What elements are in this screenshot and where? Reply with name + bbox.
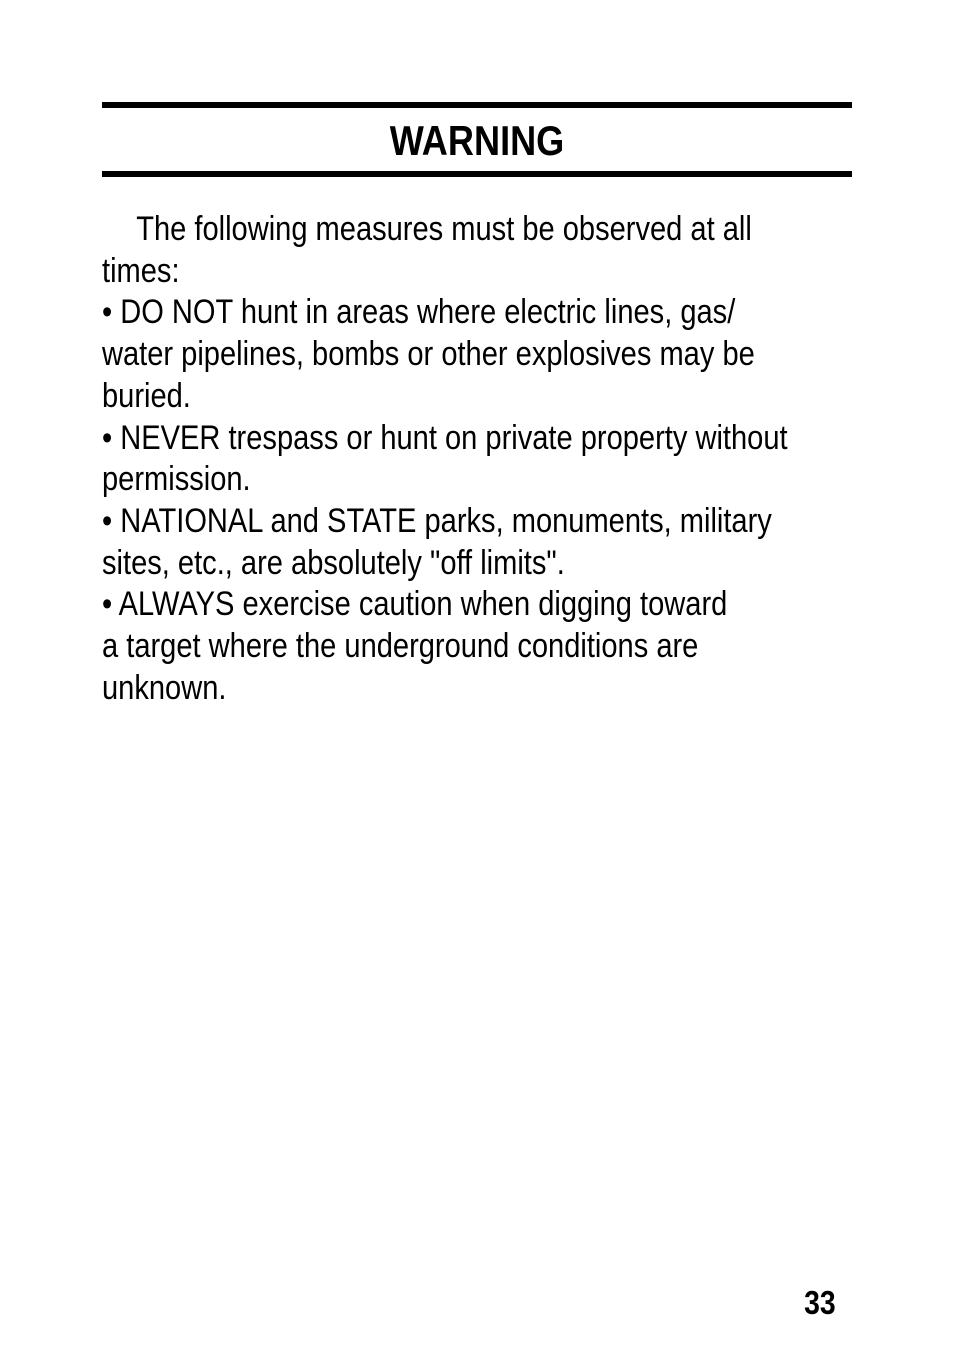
bullet-line: permission. (102, 460, 251, 499)
warning-body (102, 209, 820, 709)
intro-line: The following measures must be observed at all (136, 210, 752, 248)
page-heading: WARNING (389, 117, 565, 164)
bullet-line: sites, etc., are absolutely "off limits". (102, 543, 565, 582)
heading-top-rule (102, 102, 852, 108)
heading-bottom-rule (102, 171, 852, 177)
bullet-line: • NEVER trespass or hunt on private property without (102, 418, 788, 457)
bullet-line: • NATIONAL and STATE parks, monuments, military (102, 501, 772, 540)
bullet-line: • ALWAYS exercise caution when digging toward (102, 585, 728, 624)
bullet-line: water pipelines, bombs or other explosives may be (102, 335, 755, 374)
bullet-line: buried. (102, 376, 191, 415)
intro-line: times: (102, 251, 180, 290)
page-number: 33 (804, 1284, 836, 1321)
bullet-line: • DO NOT hunt in areas where electric lines, gas/ (102, 293, 736, 332)
bullet-line: unknown. (102, 668, 227, 707)
bullet-line: a target where the underground conditions are (102, 627, 699, 666)
